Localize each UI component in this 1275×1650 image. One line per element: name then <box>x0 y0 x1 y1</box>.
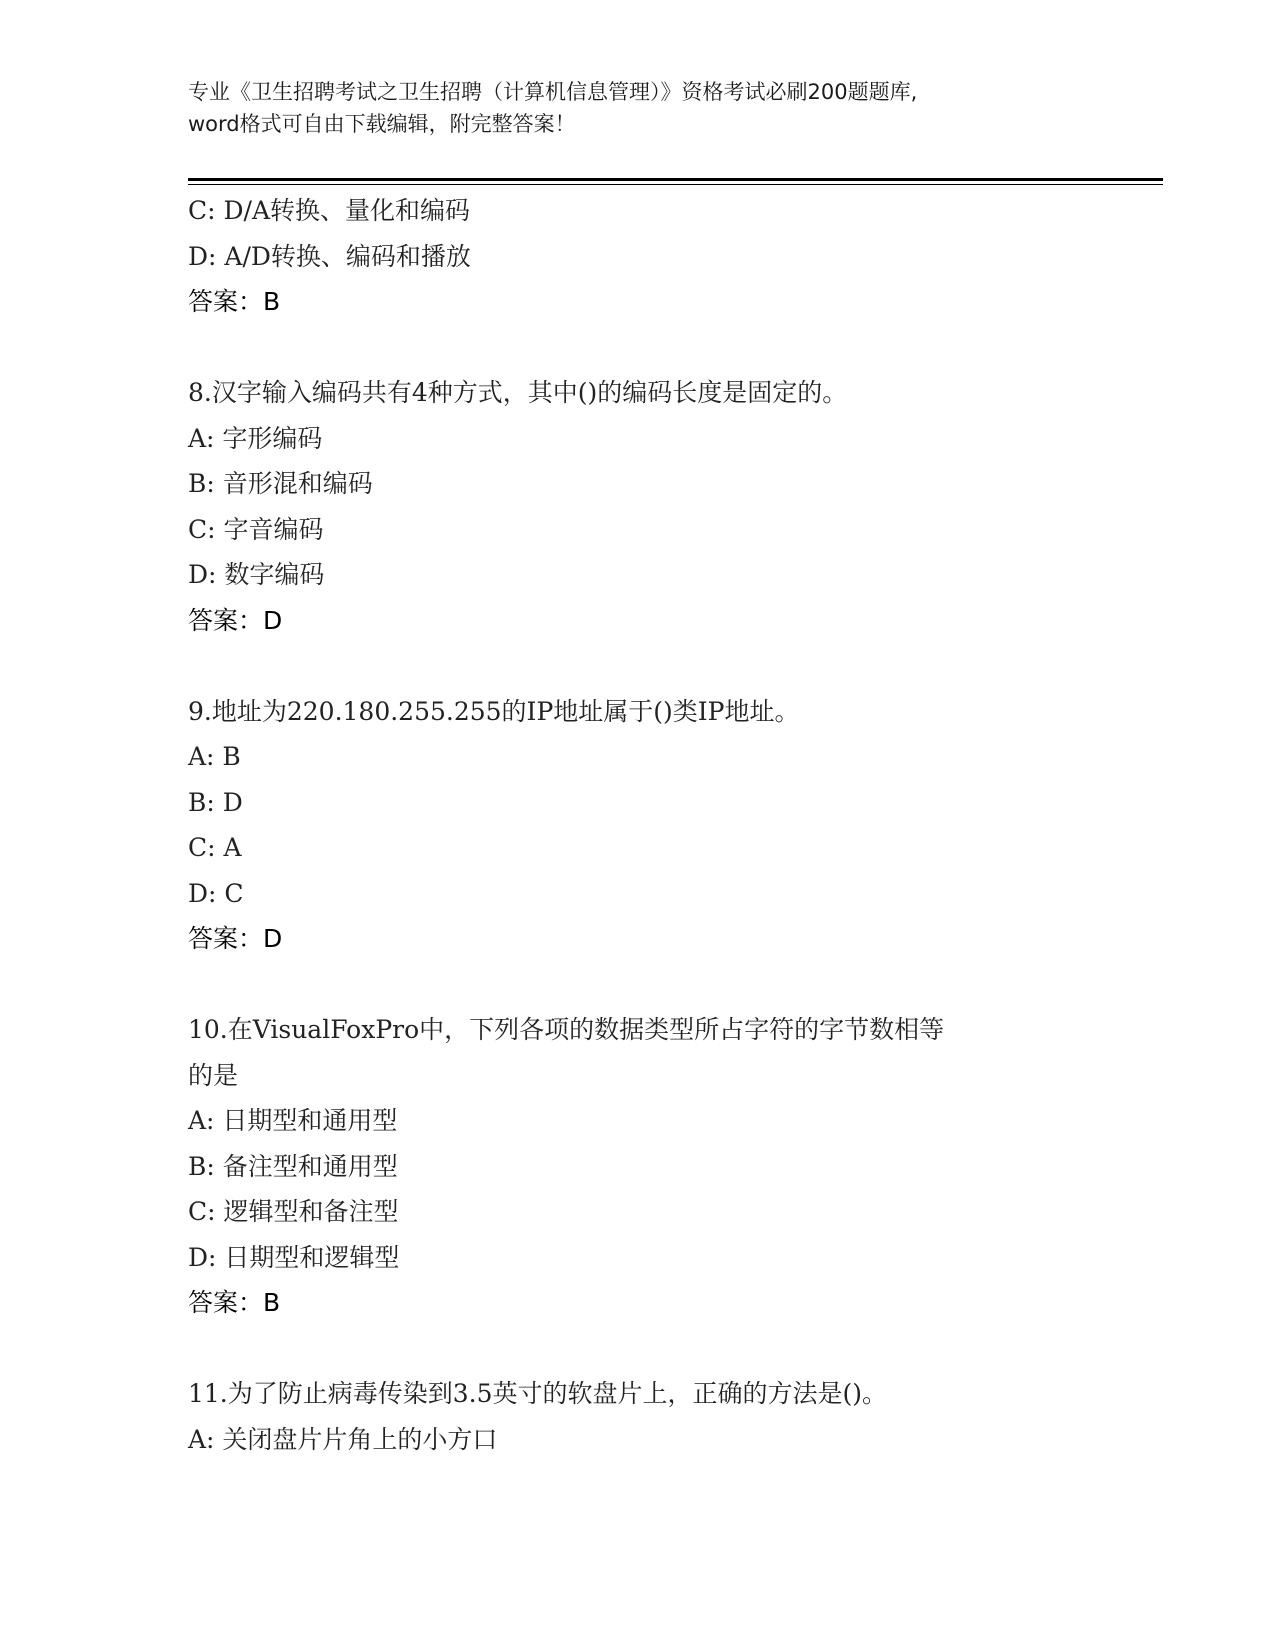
option-c: C: D/A转换、量化和编码 <box>188 196 471 225</box>
header-divider-thin <box>188 184 1163 185</box>
header-title-line-1: 专业《卫生招聘考试之卫生招聘（计算机信息管理）》资格考试必刷200题题库, <box>188 80 918 104</box>
question-10 <box>188 1007 1088 1326</box>
answer-line: 答案：D <box>188 605 283 635</box>
question-8 <box>188 370 1088 643</box>
question-stem: 11.为了防止病毒传染到3.5英寸的软盘片上，正确的方法是()。 <box>188 1379 888 1408</box>
answer-line: 答案：B <box>188 1288 281 1317</box>
option-d: D: A/D转换、编码和播放 <box>188 241 471 271</box>
question-list <box>188 188 1088 1462</box>
option-d: D: 日期型和逻辑型 <box>188 1242 400 1272</box>
question-stem-line-2: 的是 <box>188 1060 239 1090</box>
option-c: C: 逻辑型和备注型 <box>188 1197 399 1226</box>
answer-line: 答案：D <box>188 924 283 953</box>
option-c: C: 字音编码 <box>188 514 324 544</box>
spacer <box>188 643 1088 689</box>
option-a: A: 日期型和通用型 <box>188 1106 398 1135</box>
option-b: B: D <box>188 787 243 817</box>
answer-line: 答案：B <box>188 287 281 316</box>
option-b: B: 音形混和编码 <box>188 469 373 498</box>
question-11 <box>188 1371 1088 1462</box>
option-d: D: C <box>188 878 244 908</box>
spacer <box>188 325 1088 371</box>
spacer <box>188 962 1088 1008</box>
option-d: D: 数字编码 <box>188 560 325 589</box>
header-title-line-2: word格式可自由下载编辑，附完整答案！ <box>188 112 576 136</box>
spacer <box>188 1326 1088 1372</box>
option-b: B: 备注型和通用型 <box>188 1151 398 1181</box>
option-a: A: 关闭盘片片角上的小方口 <box>188 1424 498 1454</box>
option-a: A: 字形编码 <box>188 423 323 453</box>
question-7-tail <box>188 188 1088 325</box>
question-stem: 8.汉字输入编码共有4种方式，其中()的编码长度是固定的。 <box>188 378 848 407</box>
question-9 <box>188 689 1088 962</box>
option-c: C: A <box>188 833 242 862</box>
question-stem: 9.地址为220.180.255.255的IP地址属于()类IP地址。 <box>188 696 800 726</box>
document-header <box>188 76 1088 140</box>
option-a: A: B <box>188 742 241 771</box>
question-stem-line-1: 10.在VisualFoxPro中，下列各项的数据类型所占字符的字节数相等 <box>188 1015 945 1044</box>
header-divider-thick <box>188 178 1163 181</box>
